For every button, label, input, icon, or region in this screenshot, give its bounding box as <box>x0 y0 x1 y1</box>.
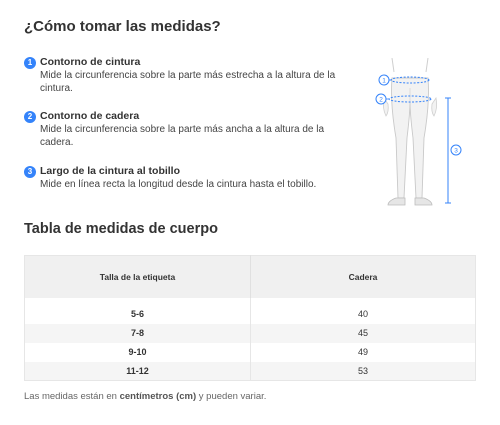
table-row <box>25 362 476 381</box>
table-title: Tabla de medidas de cuerpo <box>24 221 218 237</box>
svg-text:2: 2 <box>379 96 383 104</box>
marker-2 <box>376 94 386 104</box>
column-header-size: Talla de la etiqueta <box>25 256 251 298</box>
step-number-badge: 1 <box>24 57 36 69</box>
step-number-badge: 2 <box>24 111 36 123</box>
left-shoe <box>388 198 405 205</box>
right-shoe <box>415 198 432 205</box>
page-title: ¿Cómo tomar las medidas? <box>24 18 221 35</box>
step-number-badge: 3 <box>24 166 36 178</box>
note-suffix: y pueden variar. <box>196 391 267 402</box>
right-hand-outline <box>432 98 437 116</box>
table-row <box>25 343 476 362</box>
table-header-row <box>25 256 476 298</box>
size-cell: 5-6 <box>25 305 251 324</box>
column-header-hip: Cadera <box>251 256 476 298</box>
marker-3 <box>451 145 461 155</box>
note-units: centímetros (cm) <box>119 391 197 402</box>
size-cell: 9-10 <box>25 343 251 362</box>
torso-outline <box>392 58 428 72</box>
size-cell: 7-8 <box>25 324 251 343</box>
hip-cell: 49 <box>357 347 368 357</box>
step-description: Mide en línea recta la longitud desde la cintura hasta el tobillo. <box>40 179 317 190</box>
svg-text:3: 3 <box>454 147 458 155</box>
step-description: Mide la circunferencia sobre la parte más ancha a la altura de la cadera. <box>40 124 325 148</box>
size-cell: 11-12 <box>25 362 251 381</box>
table-row <box>25 305 476 324</box>
table-spacer <box>25 298 476 305</box>
hip-cell: 53 <box>251 362 476 381</box>
svg-text:1: 1 <box>382 77 386 85</box>
table-row <box>25 324 476 343</box>
size-table <box>24 255 476 381</box>
marker-1 <box>379 75 389 85</box>
step-description: Mide la circunferencia sobre la parte más estrecha a la altura de la cintura. <box>40 70 336 94</box>
step-title: Contorno de cintura <box>40 56 141 68</box>
step-title: Largo de la cintura al tobillo <box>40 165 181 177</box>
units-note <box>24 391 266 402</box>
note-prefix: Las medidas están en <box>24 391 120 402</box>
step-title: Contorno de cadera <box>40 110 140 122</box>
hip-cell: 40 <box>357 309 368 319</box>
hip-cell: 45 <box>251 324 476 343</box>
body-measurement-illustration <box>370 58 470 213</box>
